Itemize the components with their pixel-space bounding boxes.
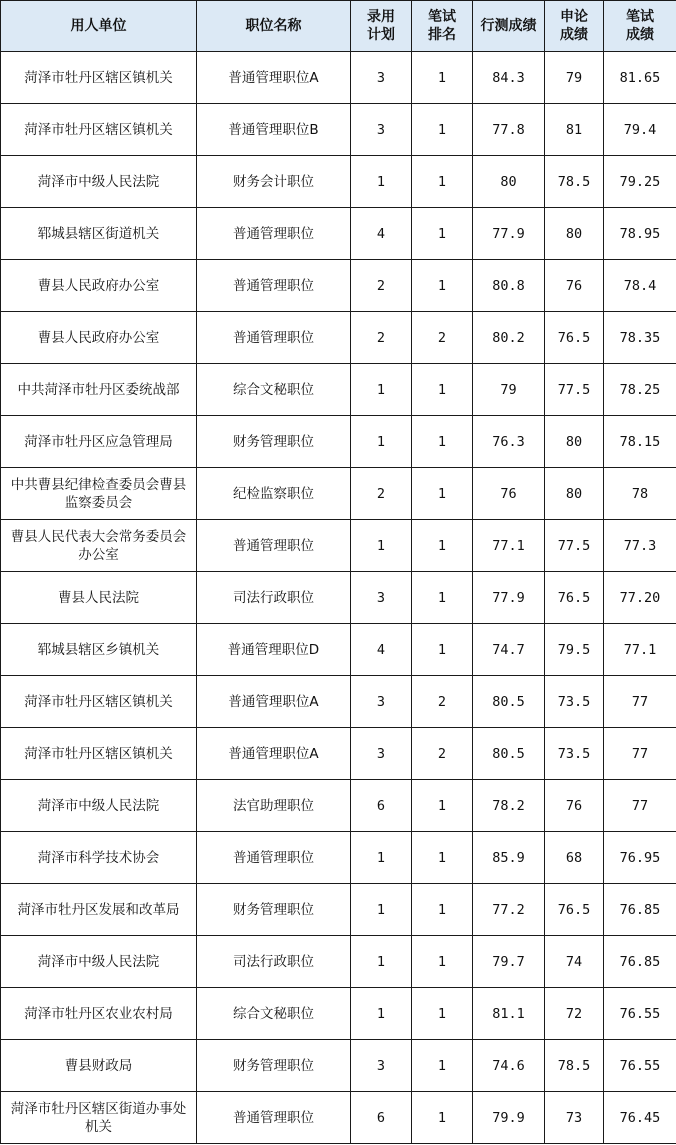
cell-rank: 1 — [412, 624, 473, 676]
cell-rank: 1 — [412, 988, 473, 1040]
cell-rank: 2 — [412, 728, 473, 780]
cell-unit: 菏泽市牡丹区辖区镇机关 — [1, 104, 197, 156]
table-row — [1, 260, 676, 312]
cell-plan: 1 — [351, 936, 412, 988]
cell-position: 普通管理职位D — [197, 624, 351, 676]
cell-shenlun: 76.5 — [545, 312, 604, 364]
cell-position: 普通管理职位B — [197, 104, 351, 156]
cell-score: 79.25 — [604, 156, 676, 208]
table-row — [1, 884, 676, 936]
table-row — [1, 416, 676, 468]
cell-unit: 曹县人民法院 — [1, 572, 197, 624]
cell-unit: 曹县人民政府办公室 — [1, 312, 197, 364]
cell-position: 普通管理职位 — [197, 260, 351, 312]
cell-score: 76.85 — [604, 884, 676, 936]
cell-shenlun: 76.5 — [545, 572, 604, 624]
cell-position: 纪检监察职位 — [197, 468, 351, 520]
cell-shenlun: 74 — [545, 936, 604, 988]
cell-score: 78.4 — [604, 260, 676, 312]
cell-position: 财务会计职位 — [197, 156, 351, 208]
cell-xingce: 77.8 — [473, 104, 545, 156]
cell-xingce: 80.5 — [473, 728, 545, 780]
table-row — [1, 1040, 676, 1092]
cell-score: 77 — [604, 728, 676, 780]
table-row — [1, 520, 676, 572]
cell-position: 普通管理职位A — [197, 52, 351, 104]
cell-unit: 曹县人民代表大会常务委员会办公室 — [1, 520, 197, 572]
cell-plan: 3 — [351, 728, 412, 780]
cell-unit: 中共曹县纪律检查委员会曹县监察委员会 — [1, 468, 197, 520]
cell-plan: 4 — [351, 624, 412, 676]
cell-score: 76.55 — [604, 988, 676, 1040]
cell-rank: 1 — [412, 1040, 473, 1092]
cell-shenlun: 79 — [545, 52, 604, 104]
header-score: 笔试 成绩 — [604, 1, 676, 52]
cell-xingce: 81.1 — [473, 988, 545, 1040]
cell-unit: 菏泽市牡丹区发展和改革局 — [1, 884, 197, 936]
cell-unit: 菏泽市牡丹区应急管理局 — [1, 416, 197, 468]
cell-unit: 菏泽市牡丹区辖区街道办事处机关 — [1, 1092, 197, 1144]
cell-score: 78 — [604, 468, 676, 520]
cell-shenlun: 79.5 — [545, 624, 604, 676]
table-row — [1, 364, 676, 416]
header-xingce: 行测成绩 — [473, 1, 545, 52]
table-row — [1, 988, 676, 1040]
cell-unit: 菏泽市中级人民法院 — [1, 156, 197, 208]
cell-score: 78.15 — [604, 416, 676, 468]
cell-rank: 1 — [412, 260, 473, 312]
cell-xingce: 74.6 — [473, 1040, 545, 1092]
cell-plan: 6 — [351, 780, 412, 832]
table-row — [1, 104, 676, 156]
cell-shenlun: 78.5 — [545, 1040, 604, 1092]
table-header — [1, 1, 676, 52]
cell-xingce: 85.9 — [473, 832, 545, 884]
cell-rank: 1 — [412, 208, 473, 260]
table-row — [1, 52, 676, 104]
cell-score: 77.3 — [604, 520, 676, 572]
cell-score: 77.1 — [604, 624, 676, 676]
cell-plan: 3 — [351, 676, 412, 728]
cell-unit: 曹县财政局 — [1, 1040, 197, 1092]
cell-rank: 2 — [412, 312, 473, 364]
table-row — [1, 624, 676, 676]
cell-shenlun: 73 — [545, 1092, 604, 1144]
cell-shenlun: 76 — [545, 260, 604, 312]
cell-unit: 菏泽市中级人民法院 — [1, 936, 197, 988]
cell-position: 综合文秘职位 — [197, 364, 351, 416]
cell-plan: 3 — [351, 572, 412, 624]
cell-plan: 3 — [351, 104, 412, 156]
cell-plan: 2 — [351, 468, 412, 520]
cell-score: 78.25 — [604, 364, 676, 416]
cell-shenlun: 77.5 — [545, 520, 604, 572]
cell-plan: 2 — [351, 260, 412, 312]
cell-xingce: 76.3 — [473, 416, 545, 468]
cell-shenlun: 78.5 — [545, 156, 604, 208]
cell-unit: 菏泽市中级人民法院 — [1, 780, 197, 832]
cell-position: 普通管理职位 — [197, 1092, 351, 1144]
cell-plan: 4 — [351, 208, 412, 260]
cell-score: 77.20 — [604, 572, 676, 624]
cell-rank: 1 — [412, 1092, 473, 1144]
cell-score: 76.85 — [604, 936, 676, 988]
cell-position: 司法行政职位 — [197, 572, 351, 624]
cell-rank: 2 — [412, 676, 473, 728]
cell-plan: 1 — [351, 832, 412, 884]
cell-score: 77 — [604, 780, 676, 832]
cell-score: 76.95 — [604, 832, 676, 884]
cell-rank: 1 — [412, 468, 473, 520]
cell-plan: 3 — [351, 52, 412, 104]
cell-rank: 1 — [412, 520, 473, 572]
cell-xingce: 77.9 — [473, 208, 545, 260]
header-rank: 笔试 排名 — [412, 1, 473, 52]
cell-unit: 郓城县辖区乡镇机关 — [1, 624, 197, 676]
cell-shenlun: 76.5 — [545, 884, 604, 936]
cell-score: 79.4 — [604, 104, 676, 156]
cell-position: 综合文秘职位 — [197, 988, 351, 1040]
cell-xingce: 79 — [473, 364, 545, 416]
cell-unit: 中共菏泽市牡丹区委统战部 — [1, 364, 197, 416]
cell-xingce: 76 — [473, 468, 545, 520]
cell-plan: 2 — [351, 312, 412, 364]
cell-xingce: 79.7 — [473, 936, 545, 988]
cell-plan: 1 — [351, 988, 412, 1040]
header-unit: 用人单位 — [1, 1, 197, 52]
cell-position: 财务管理职位 — [197, 1040, 351, 1092]
cell-shenlun: 77.5 — [545, 364, 604, 416]
cell-xingce: 77.9 — [473, 572, 545, 624]
cell-score: 76.45 — [604, 1092, 676, 1144]
table-row — [1, 676, 676, 728]
cell-position: 法官助理职位 — [197, 780, 351, 832]
cell-rank: 1 — [412, 884, 473, 936]
table-row — [1, 208, 676, 260]
table-row — [1, 780, 676, 832]
cell-xingce: 79.9 — [473, 1092, 545, 1144]
table-row — [1, 936, 676, 988]
cell-plan: 1 — [351, 520, 412, 572]
table-row — [1, 728, 676, 780]
cell-unit: 菏泽市牡丹区农业农村局 — [1, 988, 197, 1040]
cell-unit: 菏泽市科学技术协会 — [1, 832, 197, 884]
cell-position: 普通管理职位 — [197, 312, 351, 364]
cell-position: 财务管理职位 — [197, 884, 351, 936]
cell-plan: 3 — [351, 1040, 412, 1092]
table-row — [1, 832, 676, 884]
cell-score: 78.35 — [604, 312, 676, 364]
cell-position: 普通管理职位A — [197, 676, 351, 728]
header-row — [1, 1, 676, 52]
cell-rank: 1 — [412, 156, 473, 208]
cell-xingce: 78.2 — [473, 780, 545, 832]
cell-shenlun: 68 — [545, 832, 604, 884]
cell-rank: 1 — [412, 572, 473, 624]
cell-plan: 1 — [351, 416, 412, 468]
table-row — [1, 312, 676, 364]
cell-unit: 曹县人民政府办公室 — [1, 260, 197, 312]
cell-rank: 1 — [412, 364, 473, 416]
cell-rank: 1 — [412, 104, 473, 156]
cell-shenlun: 80 — [545, 468, 604, 520]
cell-shenlun: 80 — [545, 416, 604, 468]
cell-xingce: 74.7 — [473, 624, 545, 676]
cell-plan: 6 — [351, 1092, 412, 1144]
cell-position: 司法行政职位 — [197, 936, 351, 988]
cell-position: 普通管理职位A — [197, 728, 351, 780]
cell-xingce: 80 — [473, 156, 545, 208]
cell-shenlun: 73.5 — [545, 676, 604, 728]
table-body — [1, 52, 676, 1144]
cell-shenlun: 80 — [545, 208, 604, 260]
cell-shenlun: 72 — [545, 988, 604, 1040]
cell-unit: 菏泽市牡丹区辖区镇机关 — [1, 676, 197, 728]
cell-shenlun: 81 — [545, 104, 604, 156]
cell-position: 普通管理职位 — [197, 832, 351, 884]
table-row — [1, 468, 676, 520]
cell-xingce: 80.8 — [473, 260, 545, 312]
cell-shenlun: 76 — [545, 780, 604, 832]
cell-rank: 1 — [412, 936, 473, 988]
header-position: 职位名称 — [197, 1, 351, 52]
cell-unit: 菏泽市牡丹区辖区镇机关 — [1, 52, 197, 104]
cell-rank: 1 — [412, 416, 473, 468]
cell-score: 76.55 — [604, 1040, 676, 1092]
cell-plan: 1 — [351, 364, 412, 416]
cell-score: 77 — [604, 676, 676, 728]
cell-xingce: 77.1 — [473, 520, 545, 572]
cell-xingce: 80.2 — [473, 312, 545, 364]
cell-plan: 1 — [351, 884, 412, 936]
cell-unit: 菏泽市牡丹区辖区镇机关 — [1, 728, 197, 780]
table-row — [1, 1092, 676, 1144]
cell-position: 普通管理职位 — [197, 520, 351, 572]
cell-shenlun: 73.5 — [545, 728, 604, 780]
table-row — [1, 156, 676, 208]
cell-score: 78.95 — [604, 208, 676, 260]
cell-xingce: 77.2 — [473, 884, 545, 936]
cell-xingce: 84.3 — [473, 52, 545, 104]
cell-xingce: 80.5 — [473, 676, 545, 728]
cell-rank: 1 — [412, 780, 473, 832]
cell-score: 81.65 — [604, 52, 676, 104]
cell-plan: 1 — [351, 156, 412, 208]
table-row — [1, 572, 676, 624]
cell-position: 普通管理职位 — [197, 208, 351, 260]
cell-rank: 1 — [412, 832, 473, 884]
header-shenlun: 申论 成绩 — [545, 1, 604, 52]
cell-position: 财务管理职位 — [197, 416, 351, 468]
cell-unit: 郓城县辖区街道机关 — [1, 208, 197, 260]
header-plan: 录用 计划 — [351, 1, 412, 52]
cell-rank: 1 — [412, 52, 473, 104]
